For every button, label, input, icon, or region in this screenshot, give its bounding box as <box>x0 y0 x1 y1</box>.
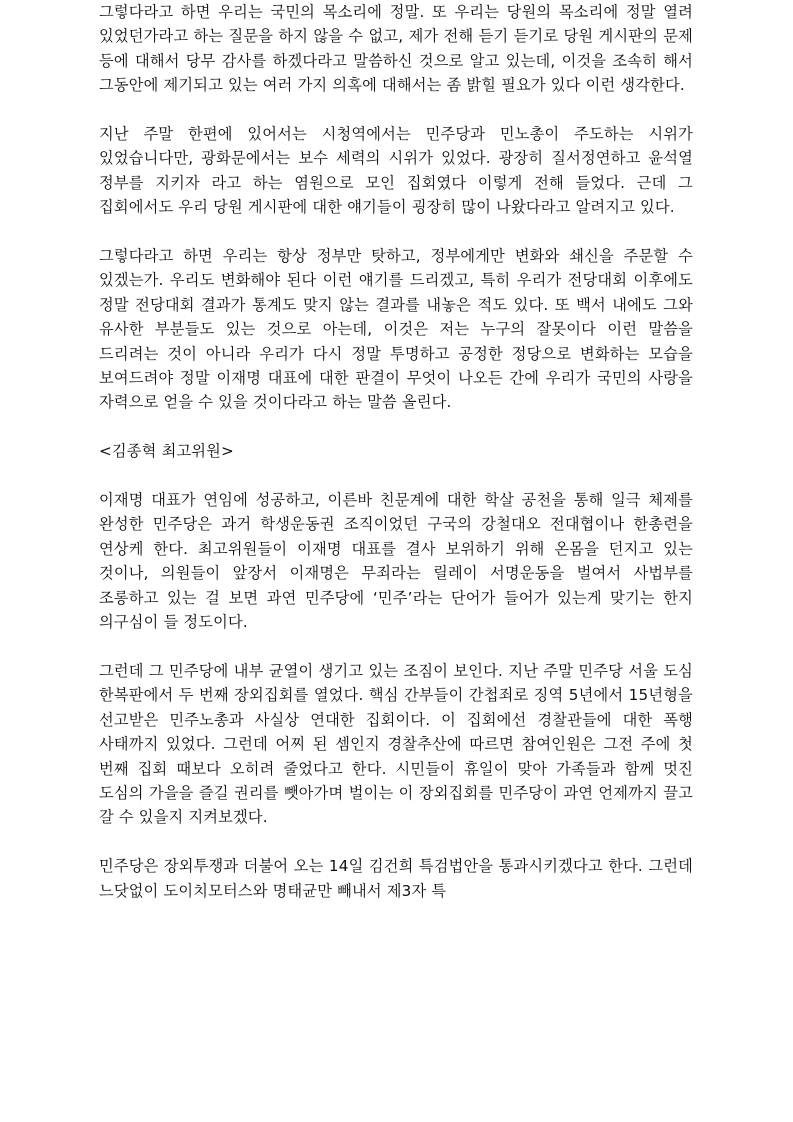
paragraph-p5: 그런데 그 민주당에 내부 균열이 생기고 있는 조짐이 보인다. 지난 주말 민주당 서울 도심 한복판에서 두 번째 장외집회를 열었다. 핵심 간부들이 간첩죄로 징역 5년에서 15년형을 선고받은 민주노총과 사실상 연대한 집회이다. 이 집회에선 경찰관들에 대한 폭행 사태까지 있었다. 그런데 어찌 된 셈인지 경찰추산에 따르면 참여인원은 그전 주에 첫 번째 집회 때보다 오히려 줄었다고 한다. 시민들이 휴일이 맞아 가족들과 함께 멋진 도심의 가을을 즐길 권리를 뺏아가며 벌이는 이 장외집회를 민주당이 과연 언제까지 끌고 갈 수 있을지 지켜보겠다. <box>99 661 693 827</box>
paragraph-gap <box>99 415 693 439</box>
speaker-heading: <김종혁 최고위원> <box>99 442 234 461</box>
paragraph-p3: 그렇다라고 하면 우리는 항상 정부만 탓하고, 정부에게만 변화와 쇄신을 주문할 수 있겠는가. 우리도 변화해야 된다 이런 얘기를 드리겠고, 특히 우리가 전당대회 이후에도 정말 전당대회 결과가 통계도 맞지 않는 결과를 내놓은 적도 있다. 또 백서 내에도 그와 유사한 부분들도 있는 것으로 아는데, 이것은 저는 누구의 잘못이다 이런 말씀을 드리려는 것이 아니라 우리가 다시 정말 투명하고 공정한 정당으로 변화하는 모습을 보여드려야 정말 이재명 대표에 대한 판결이 무엇이 나오든 간에 우리가 국민의 사랑을 자력으로 얻을 수 있을 것이다라고 하는 말씀 올린다. <box>99 247 693 412</box>
paragraph-p2: 지난 주말 한편에 있어서는 시청역에서는 민주당과 민노총이 주도하는 시위가 있었습니다만, 광화문에서는 보수 세력의 시위가 있었다. 광장히 질서정연하고 윤석열 정부를 지키자 라고 하는 염원으로 모인 집회였다 이렇게 전해 들었다. 근데 그 집회에서도 우리 당원 게시판에 대한 얘기들이 굉장히 많이 나왔다라고 알려지고 있다. <box>99 125 693 217</box>
paragraph-gap <box>99 464 693 488</box>
paragraph-p1: 그렇다라고 하면 우리는 국민의 목소리에 정말. 또 우리는 당원의 목소리에 정말 열려 있었던가라고 하는 질문을 하지 않을 수 없고, 제가 전해 듣기 듣기로 당원 게시판의 문제 등에 대해서 당무 감사를 하겠다라고 말씀하신 것으로 알고 있는데, 이것을 조속히 해서 그동안에 제기되고 있는 여러 가지 의혹에 대해서는 좀 밝힐 필요가 있다 이런 생각한다. <box>99 3 693 95</box>
paragraph-gap <box>99 220 693 244</box>
paragraph-gap <box>99 830 693 854</box>
paragraph-p6: 민주당은 장외투쟁과 더불어 오는 14일 김건희 특검법안을 통과시키겠다고 한다. 그런데 느닷없이 도이치모터스와 명태균만 빼내서 제3자 특 <box>99 857 693 900</box>
paragraph-p4: 이재명 대표가 연임에 성공하고, 이른바 친문계에 대한 학살 공천을 통해 일극 체제를 완성한 민주당은 과거 학생운동권 조직이었던 구국의 강철대오 전대협이나 한총련을 연상케 한다. 최고위원들이 이재명 대표를 결사 보위하기 위해 온몸을 던지고 있는 것이나, 의원들이 앞장서 이재명은 무죄라는 릴레이 서명운동을 벌여서 사법부를 조롱하고 있는 걸 보면 과연 민주당에 ‘민주’라는 단어가 들어가 있는게 맞기는 한지 의구심이 들 정도이다. <box>99 491 693 632</box>
paragraph-gap <box>99 98 693 122</box>
document-page <box>99 0 693 903</box>
paragraph-gap <box>99 635 693 659</box>
